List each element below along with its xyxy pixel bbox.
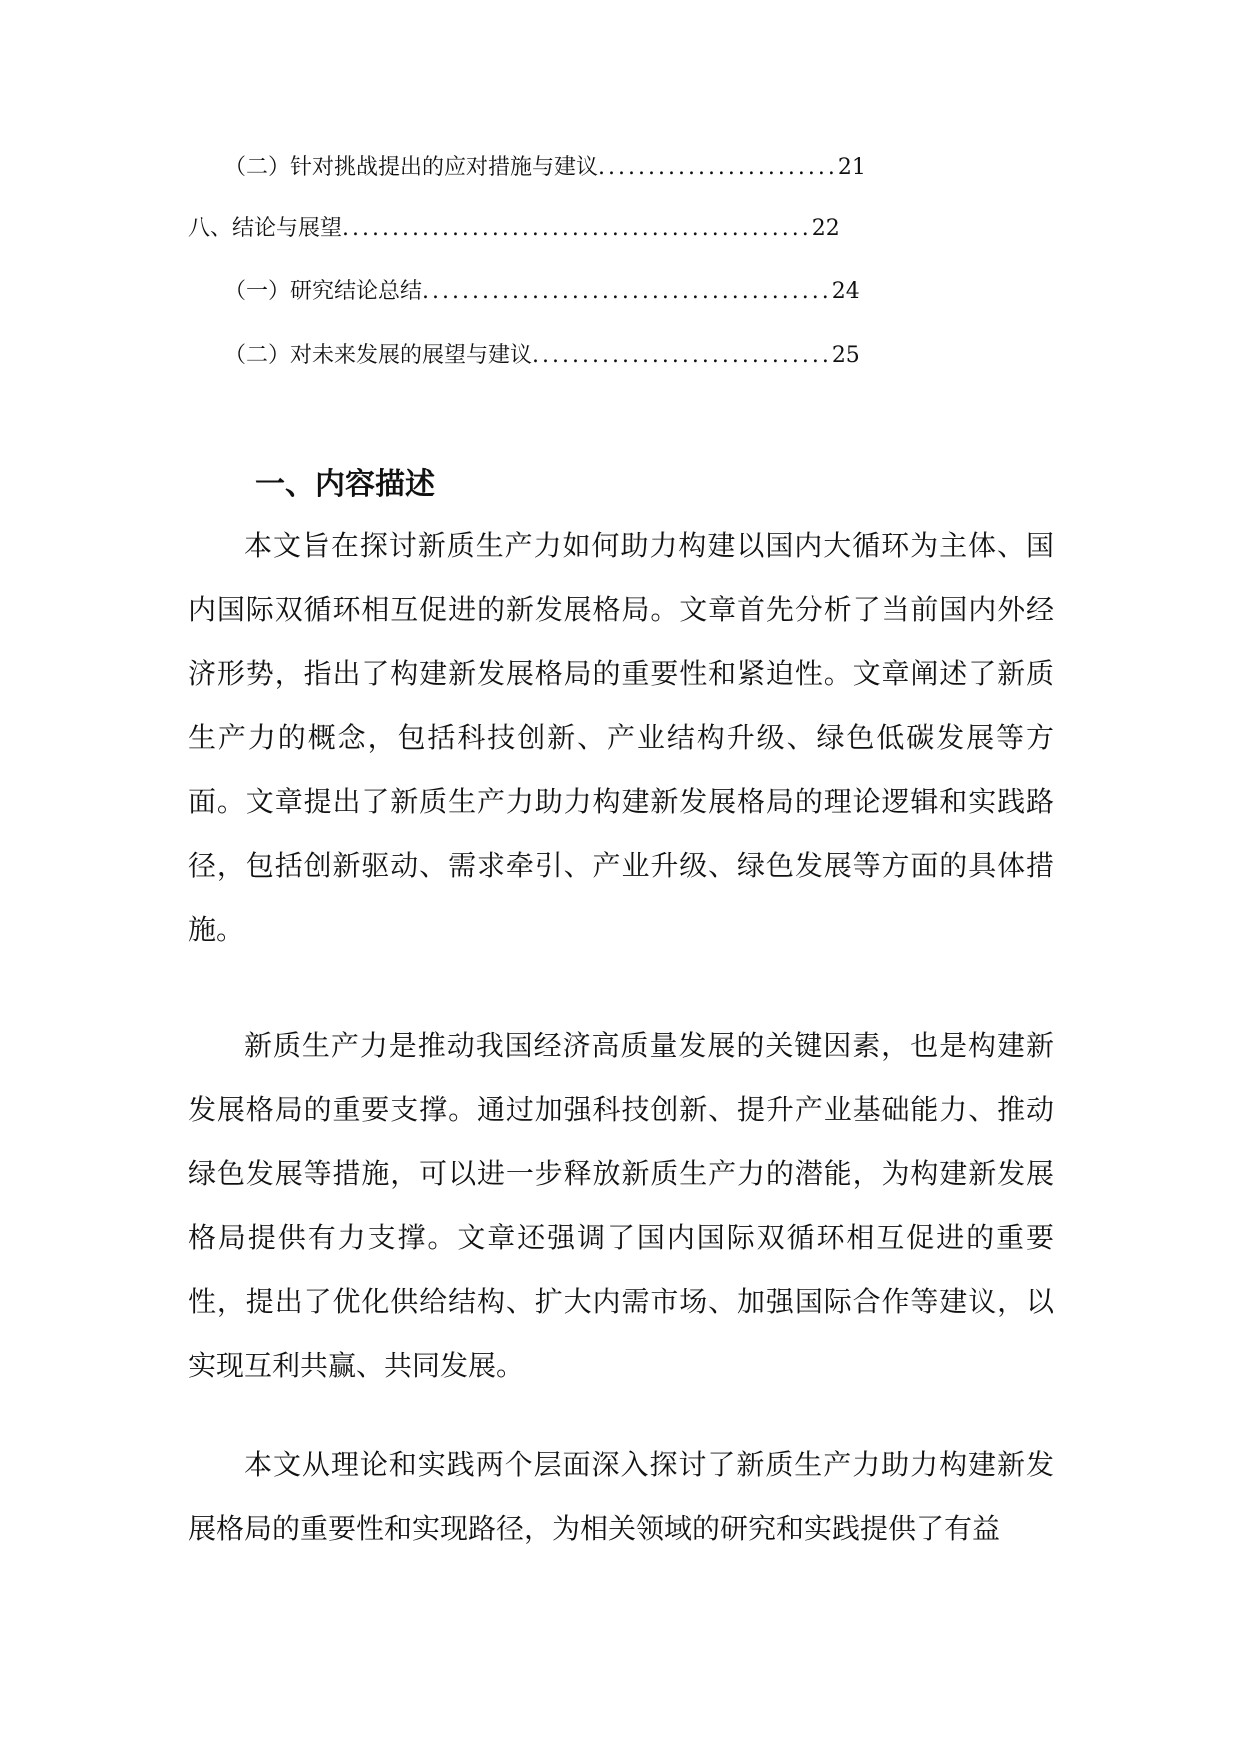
toc-leader-dots: ........................ (598, 155, 838, 180)
toc-page-number: 25 (831, 343, 860, 368)
toc-entry-label: （二）对未来发展的展望与建议 (224, 343, 533, 368)
toc-page-number: 24 (831, 279, 860, 304)
body-paragraph: 本文从理论和实践两个层面深入探讨了新质生产力助力构建新发展格局的重要性和实现路径，为相关领域的研究和实践提供了有益 (188, 1448, 1054, 1545)
toc-entry[interactable] (224, 148, 866, 188)
toc-page-number: 21 (837, 155, 866, 180)
toc-entry[interactable] (188, 209, 840, 249)
toc-page-number: 22 (811, 216, 840, 241)
toc-entry-label: （二）针对挑战提出的应对措施与建议 (224, 155, 599, 180)
toc-leader-dots: ......................................... (422, 279, 832, 304)
toc-entry[interactable] (224, 272, 860, 312)
body-paragraph: 新质生产力是推动我国经济高质量发展的关键因素，也是构建新发展格局的重要支撑。通过加强科技创新、提升产业基础能力、推动绿色发展等措施，可以进一步释放新质生产力的潜能，为构建新发展格局提供有力支撑。文章还强调了国内国际双循环相互促进的重要性，提出了优化供给结构、扩大内需市场、加强国际合作等建议，以实现互利共赢、共同发展。 (188, 1029, 1054, 1382)
body-paragraph: 本文旨在探讨新质生产力如何助力构建以国内大循环为主体、国内国际双循环相互促进的新发展格局。文章首先分析了当前国内外经济形势，指出了构建新发展格局的重要性和紧迫性。文章阐述了新质生产力的概念，包括科技创新、产业结构升级、绿色低碳发展等方面。文章提出了新质生产力助力构建新发展格局的理论逻辑和实践路径，包括创新驱动、需求牵引、产业升级、绿色发展等方面的具体措施。 (188, 529, 1054, 946)
toc-leader-dots: ............................................... (342, 216, 812, 241)
toc-entry-label: （一）研究结论总结 (224, 279, 423, 304)
toc-entry-label: 八、结论与展望 (188, 216, 343, 241)
toc-leader-dots: .............................. (532, 343, 832, 368)
toc-entry[interactable] (224, 336, 860, 376)
section-heading: 一、内容描述 (255, 467, 435, 503)
